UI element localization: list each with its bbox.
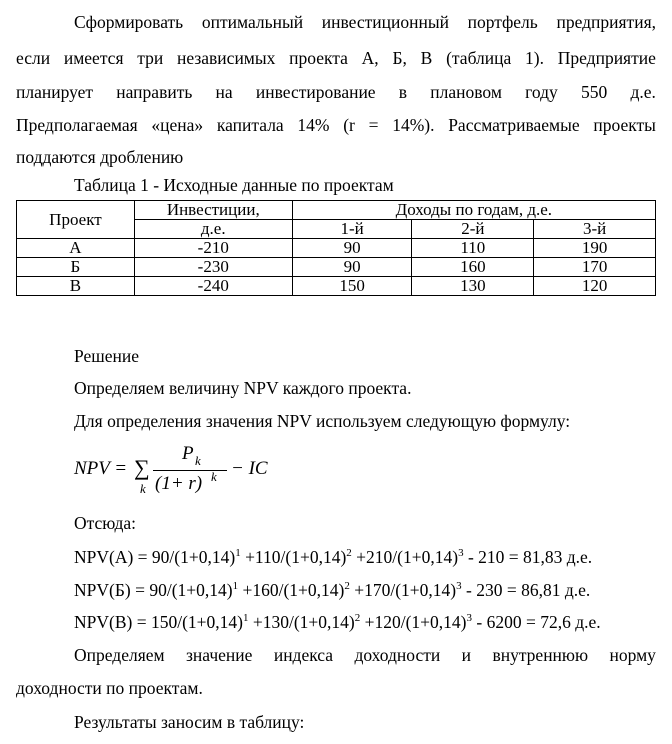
word: 550	[581, 82, 608, 102]
word: Б,	[392, 48, 407, 68]
formula-denominator-exp: k	[211, 469, 217, 484]
word: 14%).	[392, 115, 435, 135]
hence-label: Отсюда:	[74, 513, 136, 533]
formula-sum-sign: ∑	[134, 455, 150, 480]
header-investment-unit: д.е.	[134, 220, 292, 239]
header-year-1: 1-й	[292, 220, 412, 239]
word: если	[16, 48, 51, 68]
word: направить	[116, 82, 193, 102]
word: в	[398, 82, 408, 102]
npv-b-calculation: $NPV(Б) = 90/(1+0,14)^1 +160/(1+0,14)^2 +170/(1+0,14)^3 - 230 = 86,81$ д.е.	[74, 580, 591, 600]
cell-year-1: 90	[292, 239, 412, 258]
word: Предполагаемая	[16, 115, 138, 135]
cell-year-1: 90	[292, 258, 412, 277]
cell-project: В	[17, 277, 135, 296]
word: д.е.	[630, 82, 656, 102]
word: планирует	[16, 82, 94, 102]
table-row	[17, 239, 656, 258]
word: значение	[186, 645, 253, 665]
cell-project: А	[17, 239, 135, 258]
word: и	[461, 645, 472, 665]
word: Определяем	[74, 645, 165, 665]
table-row	[17, 277, 656, 296]
word: А,	[361, 48, 379, 68]
solution-paragraph-2: Для определения значения NPV используем следующую формулу:	[74, 411, 571, 431]
word: капитала	[216, 115, 284, 135]
solution-paragraph-3-cont: доходности по проектам.	[16, 678, 203, 698]
formula-tail: − IC	[231, 458, 268, 479]
cell-year-2: 130	[412, 277, 534, 296]
word: оптимальный	[201, 12, 304, 32]
header-year-3: 3-й	[534, 220, 656, 239]
word: имеется	[63, 48, 124, 68]
npv-a-calculation: $NPV(А) = 90/(1+0,14)^1 +110/(1+0,14)^2 +210/(1+0,14)^3 - 210 = 81,83$ д.е.	[74, 547, 593, 567]
cell-year-3: 120	[534, 277, 656, 296]
formula-denominator: (1+ r)	[155, 473, 203, 494]
formula-numerator: P	[182, 443, 194, 464]
word: =	[368, 115, 379, 135]
header-year-2: 2-й	[412, 220, 534, 239]
cell-investment: -210	[134, 239, 292, 258]
cell-project: Б	[17, 258, 135, 277]
header-project: Проект	[17, 201, 135, 239]
word: 14%	[297, 115, 330, 135]
cell-year-2: 160	[412, 258, 534, 277]
formula-sum-index: k	[140, 481, 146, 496]
npv-formula	[74, 443, 274, 506]
header-investment: Инвестиции,	[134, 201, 292, 220]
cell-year-2: 110	[412, 239, 534, 258]
cell-investment: -230	[134, 258, 292, 277]
solution-heading: Решение	[74, 346, 140, 366]
word: (таблица	[446, 48, 512, 68]
word: проекта	[289, 48, 348, 68]
word: Предприятие	[557, 48, 656, 68]
cell-year-1: 150	[292, 277, 412, 296]
formula-lhs: NPV =	[74, 458, 128, 479]
word: инвестиционный	[321, 12, 449, 32]
word: проекты	[593, 115, 656, 135]
word: году	[525, 82, 558, 102]
word: 1).	[525, 48, 544, 68]
solution-paragraph-4: Результаты заносим в таблицу:	[74, 712, 305, 732]
word: индекса	[273, 645, 334, 665]
word: Сформировать	[74, 12, 184, 32]
word: Рассматриваемые	[448, 115, 580, 135]
cell-year-3: 170	[534, 258, 656, 277]
word: на	[215, 82, 233, 102]
cell-investment: -240	[134, 277, 292, 296]
word: инвестирование	[255, 82, 376, 102]
table-row	[17, 258, 656, 277]
table-caption: Таблица 1 - Исходные данные по проектам	[74, 175, 394, 195]
header-income: Доходы по годам, д.е.	[292, 201, 655, 220]
word: независимых	[177, 48, 276, 68]
word: «цена»	[151, 115, 204, 135]
word: портфель	[467, 12, 538, 32]
table-header-row	[17, 201, 656, 220]
intro-line-4	[16, 115, 656, 135]
solution-paragraph-3	[74, 645, 656, 665]
word: доходности	[354, 645, 441, 665]
cell-year-3: 190	[534, 239, 656, 258]
word: (r	[343, 115, 355, 135]
intro-line-3	[16, 82, 656, 102]
word: плановом	[430, 82, 502, 102]
word: норму	[609, 645, 656, 665]
word: В	[420, 48, 433, 68]
intro-line-1	[74, 12, 656, 32]
source-data-table	[16, 200, 656, 296]
formula-numerator-sub: k	[195, 453, 201, 468]
solution-paragraph-1: Определяем величину NPV каждого проекта.	[74, 378, 412, 398]
intro-line-5: поддаются дроблению	[16, 147, 184, 167]
word: внутреннюю	[492, 645, 589, 665]
word: предприятия,	[556, 12, 656, 32]
word: три	[137, 48, 164, 68]
npv-c-calculation: $NPV(В) = 150/(1+0,14)^1 +130/(1+0,14)^2 +120/(1+0,14)^3 - 6200 = 72,6$ д.е.	[74, 612, 601, 632]
intro-line-2	[16, 48, 656, 68]
